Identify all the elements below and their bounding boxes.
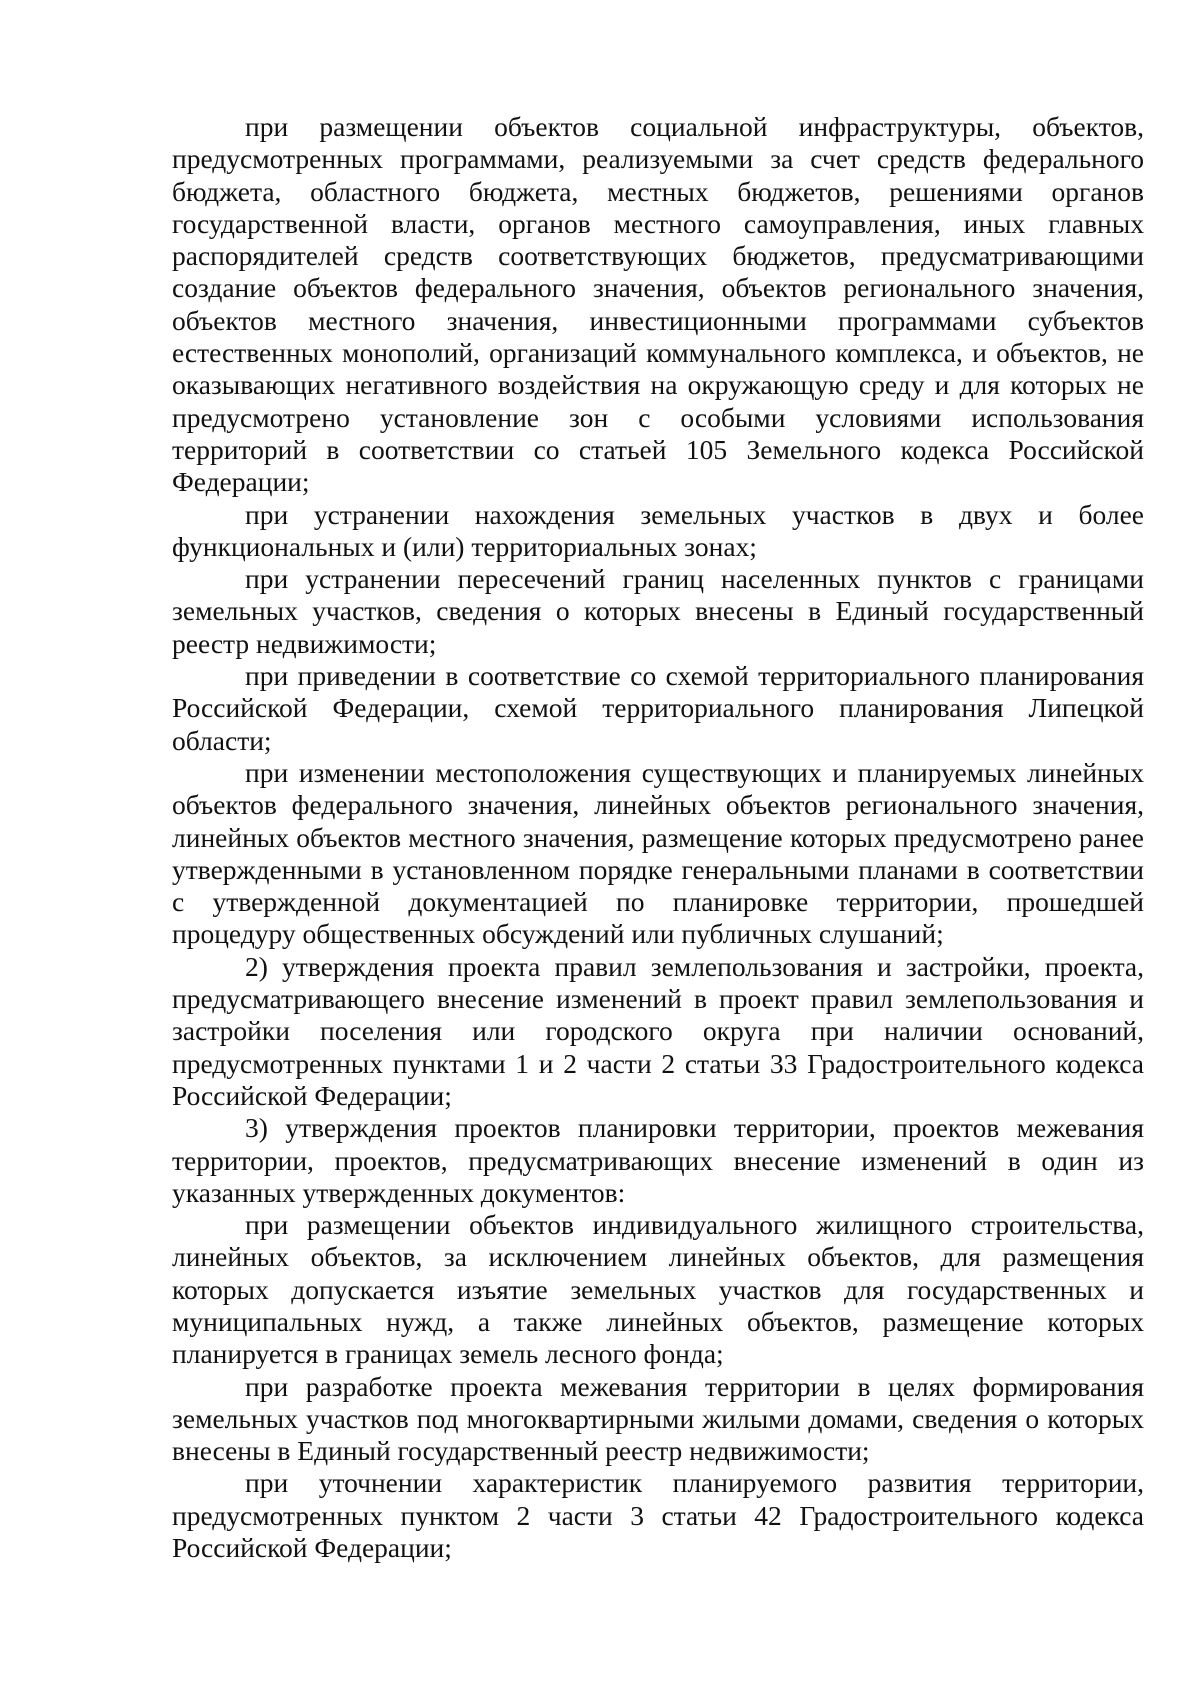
paragraph-boundary-intersections: при устранении пересечений границ населенных пунктов с границами земельных участков, сведения о которых внесены в Единый государственный реестр недвижимости;: [172, 563, 1144, 659]
paragraph-item-2-land-use-rules: 2) утверждения проекта правил землепользования и застройки, проекта, предусматривающего внесение изменений в проект правил землепользования и застройки поселения или городского округа при наличии оснований, предусмотренных пунктами 1 и 2 части 2 статьи 33 Градостроительного кодекса Российской Федерации;: [172, 950, 1144, 1111]
paragraph-territorial-planning-scheme: при приведении в соответствие со схемой территориального планирования Российской Федерации, схемой территориального планирования Липецкой области;: [172, 660, 1144, 756]
paragraph-individual-housing: при размещении объектов индивидуального жилищного строительства, линейных объектов, за исключением линейных объектов, для размещения которых допускается изъятие земельных участков для государственных и муниципальных нужд, а также линейных объектов, размещение которых планируется в границах земель лесного фонда;: [172, 1209, 1144, 1370]
paragraph-item-3-planning-projects: 3) утверждения проектов планировки территории, проектов межевания территории, проектов, предусматривающих внесение изменений в один из указанных утвержденных документов:: [172, 1112, 1144, 1208]
paragraph-land-surveying-apartments: при разработке проекта межевания территории в целях формирования земельных участков под многоквартирными жилыми домами, сведения о которых внесены в Единый государственный реестр недвижимости;: [172, 1370, 1144, 1467]
paragraph-zone-overlap: при устранении нахождения земельных участков в двух и более функциональных и (или) территориальных зонах;: [172, 498, 1144, 562]
paragraph-social-infrastructure: при размещении объектов социальной инфраструктуры, объектов, предусмотренных программами, реализуемыми за счет средств федерального бюджета, областного бюджета, местных бюджетов, решениями органов государственной власти, органов местного самоуправления, иных главных распорядителей средств соответствующих бюджетов, предусматривающими создание объектов федерального значения, объектов регионального значения, объектов местного значения, инвестиционными программами субъектов естественных монополий, организаций коммунального комплекса, и объектов, не оказывающих негативного воздействия на окружающую среду и для которых не предусмотрено установление зон с особыми условиями использования территорий в соответствии со статьей 105 Земельного кодекса Российской Федерации;: [172, 111, 1144, 498]
document-body: [172, 111, 1144, 1564]
paragraph-development-characteristics: при уточнении характеристик планируемого развития территории, предусмотренных пунктом 2 части 3 статьи 42 Градостроительного кодекса Российской Федерации;: [172, 1467, 1144, 1564]
paragraph-linear-objects-location: при изменении местоположения существующих и планируемых линейных объектов федерального значения, линейных объектов регионального значения, линейных объектов местного значения, размещение которых предусмотрено ранее утвержденными в установленном порядке генеральными планами в соответствии с утвержденной документацией по планировке территории, прошедшей процедуру общественных обсуждений или публичных слушаний;: [172, 756, 1144, 950]
